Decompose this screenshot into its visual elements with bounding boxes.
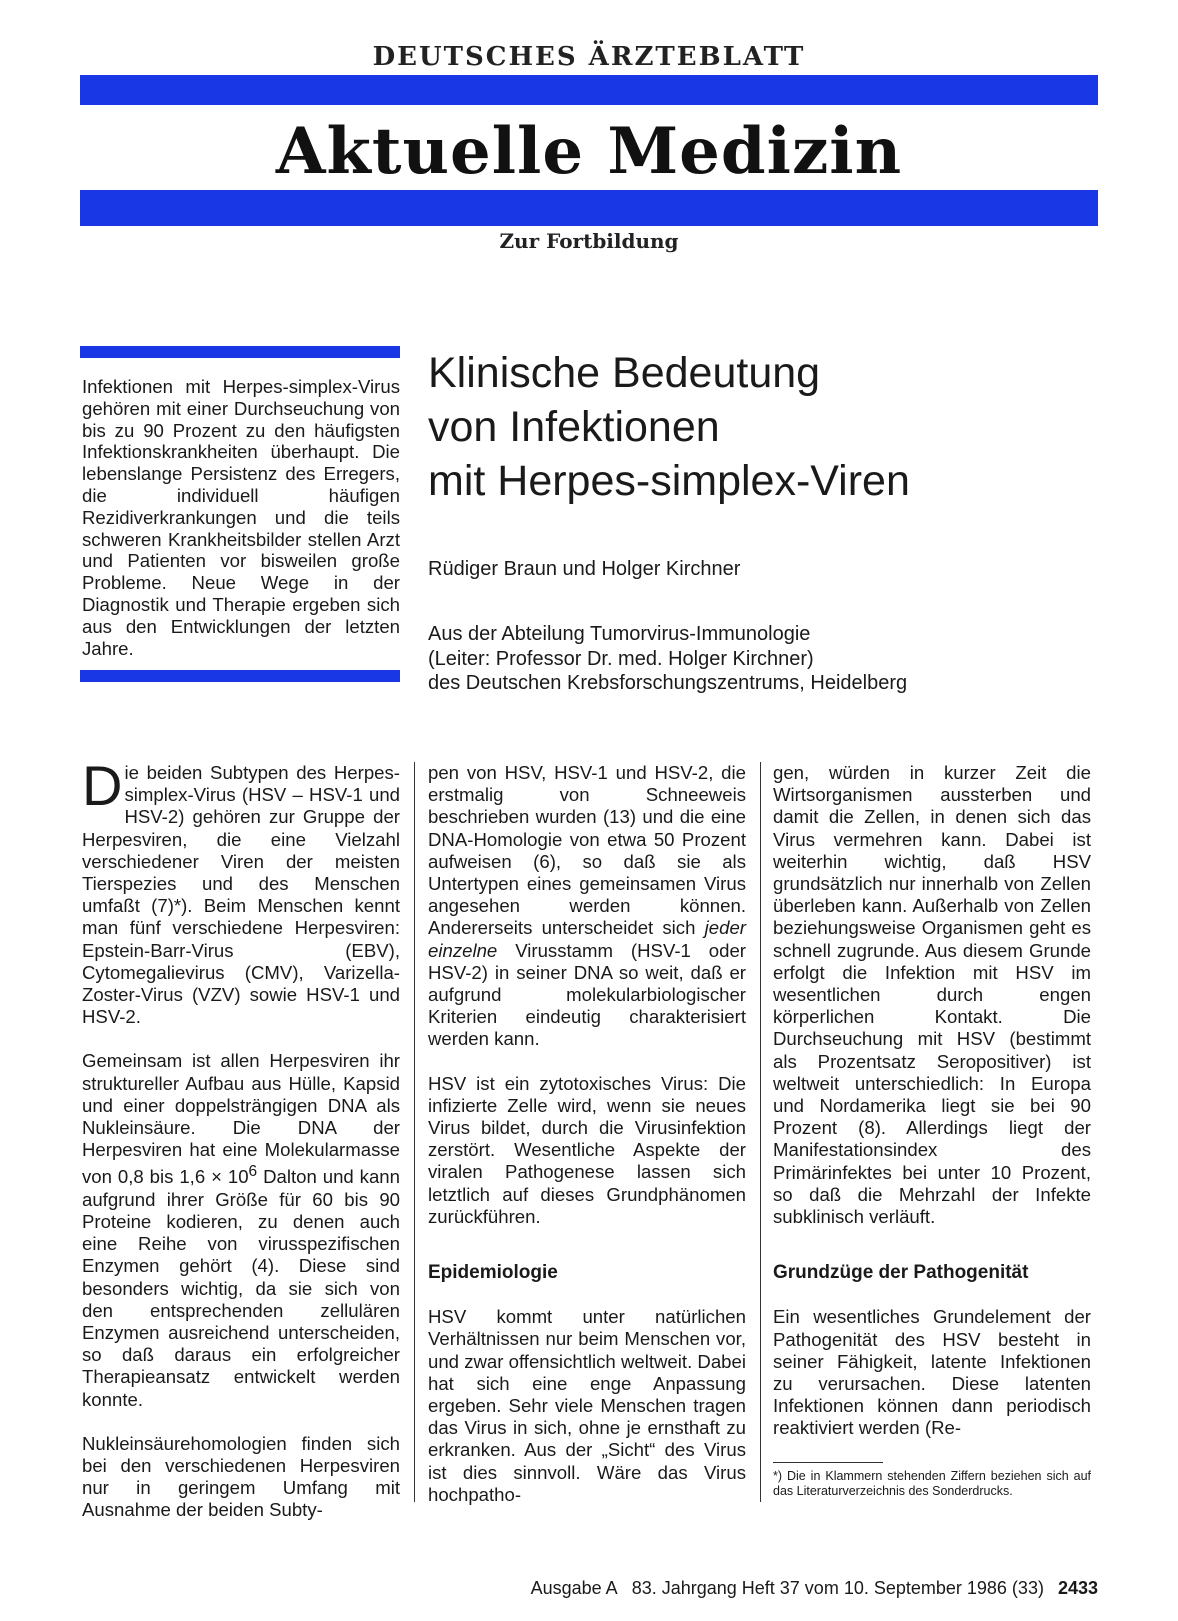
column-divider-1 [414,762,415,1502]
issue-info: Ausgabe A 83. Jahrgang Heft 37 vom 10. September 1986 (33) [530,1578,1044,1598]
paragraph-text: pen von HSV, HSV-1 und HSV-2, die erstmalig von Schneeweis beschrieben wurden (13) und die eine DNA-Homologie von etwa 50 Prozent aufweisen (6), so daß sie als Untertypen eines gemeinsamen Virus angesehen werden können. Andererseits unterscheidet sich [428,762,746,939]
emphasis: jeder einzelne [428,917,746,961]
paragraph: Ein wesentliches Grundelement der Pathogenität des HSV besteht in seiner Fähigkeit, latente Infektionen zu verursachen. Diese latenten Infektionen können dann periodisch reaktiviert werden (Re- [773,1306,1091,1439]
page-footer [0,1578,1098,1599]
affiliation-line-3: des Deutschen Krebsforschungszentrums, Heidelberg [428,672,908,694]
paragraph-text: ie beiden Subtypen des Herpes-simplex-Virus (HSV – HSV-1 und HSV-2) gehören zur Gruppe der Herpesviren, die eine Vielzahl verschiedener Viren der meisten Tierspezies und des Menschen umfaßt (7)*). Beim Menschen kennt man fünf verschiedene Herpesviren: Epstein-Barr-Virus (EBV), Cytomegalievirus (CMV), Varizella-Zoster-Virus (VZV) sowie HSV-1 und HSV-2. [82,762,400,1028]
article-headline [428,346,1088,508]
paragraph-text: Gemeinsam ist allen Herpesviren ihr struktureller Aufbau aus Hülle, Kapsid und einer doppelsträngigen DNA als Nukleinsäure. Die DNA der Herpesviren hat eine Molekularmasse von 0,8 bis 1,6 × 10 [82,1050,400,1188]
affiliation-line-2: (Leiter: Professor Dr. med. Holger Kirchner) [428,647,814,670]
top-blue-bar [80,75,1098,105]
headline-line-2: von Infektionen [428,403,720,451]
footnote: *) Die in Klammern stehenden Ziffern beziehen sich auf das Literaturverzeichnis des Sonderdrucks. [773,1468,1091,1498]
section-title: Aktuelle Medizin [275,114,903,189]
paragraph: HSV kommt unter natürlichen Verhältnissen nur beim Menschen vor, und zwar offensichtlich weltweit. Dabei hat sich eine enge Anpassung ergeben. Sehr viele Menschen tragen das Virus in sich, ohne je ernsthaft zu erkranken. Aus der „Sicht“ des Virus ist dies sinnvoll. Wäre das Virus hochpatho- [428,1306,746,1505]
column-divider-2 [760,762,761,1502]
paragraph-text: Dalton und kann aufgrund ihrer Größe für 60 bis 90 Proteine kodieren, zu denen auch eine Reihe von virusspezifischen Enzymen gehört (4). Diese sind besonders wichtig, da sie sich von den entsprechenden zellulären Enzymen ausreichend unterscheiden, so daß daraus ein erfolgreicher Therapieansatz entwickelt werden konnte. [82,1166,400,1410]
abstract-top-bar [80,346,400,358]
superscript: 6 [248,1163,258,1181]
rubric: Zur Fortbildung [499,229,679,253]
headline-line-3: mit Herpes-simplex-Viren [428,457,910,505]
abstract-bottom-bar [80,670,400,682]
paragraph-text: Virusstamm (HSV-1 oder HSV-2) in seiner DNA so weit, daß er aufgrund molekularbiologischer Kriterien eindeutig charakterisiert werden kann. [428,939,746,1050]
footnote-rule [773,1462,883,1463]
body-column-3 [773,762,1091,1499]
paragraph: HSV ist ein zytotoxisches Virus: Die infizierte Zelle wird, wenn sie neues Virus bildet, durch die Virusinfektion zerstört. Wesentliche Aspekte der viralen Pathogenese lassen sich letztlich auf dieses Grundphänomen zurückführen. [428,1072,746,1227]
body-column-2 [428,762,746,1528]
masthead: DEUTSCHES ÄRZTEBLATT [372,42,806,72]
section-heading-pathogenitaet: Grundzüge der Pathogenität [773,1262,1029,1284]
middle-blue-bar [80,190,1098,226]
page-number: 2433 [1057,1578,1098,1598]
section-heading-epidemiologie: Epidemiologie [428,1262,558,1284]
drop-cap: D [82,754,123,817]
paragraph [82,1050,400,1410]
body-column-1 [82,754,400,1544]
paragraph: Nukleinsäurehomologien finden sich bei den verschiedenen Herpesviren nur in geringem Umfang mit Ausnahme der beiden Subty- [82,1432,400,1521]
paragraph [428,762,746,1051]
affiliation-line-1: Aus der Abteilung Tumorvirus-Immunologie [428,623,811,645]
paragraph: gen, würden in kurzer Zeit die Wirtsorganismen aussterben und damit die Zellen, in denen sich das Virus vermehren kann. Dabei ist weiterhin wichtig, daß HSV grundsätzlich nur innerhalb von Zellen überleben kann. Außerhalb von Zellen beziehungsweise Organismen geht es schnell zugrunde. Aus diesem Grunde erfolgt die Infektion mit HSV im wesentlichen durch engen körperlichen Kontakt. Die Durchseuchung mit HSV (bestimmt als Prozentsatz Seropositiver) ist weltweit unterschiedlich: In Europa und Nordamerika liegt sie bei 90 Prozent (8). Allerdings liegt der Manifestationsindex des Primärinfektes bei unter 10 Prozent, so daß die Mehrzahl der Infekte subklinisch verläuft. [773,762,1091,1228]
abstract: Infektionen mit Herpes-simplex-Virus gehören mit einer Durchseuchung von bis zu 90 Prozent zu den häufigsten Infektionskrankheiten überhaupt. Die lebenslange Persistenz des Erregers, die individuell häufigen Rezidiverkrankungen und die teils schweren Krankheitsbilder stellen Arzt und Patienten vor bisweilen große Probleme. Neue Wege in der Diagnostik und Therapie ergeben sich aus den Entwicklungen der letzten Jahre. [82,376,400,659]
authors: Rüdiger Braun und Holger Kirchner [428,558,741,580]
paragraph [82,754,400,1028]
affiliation [428,622,1088,696]
headline-line-1: Klinische Bedeutung [428,349,821,397]
